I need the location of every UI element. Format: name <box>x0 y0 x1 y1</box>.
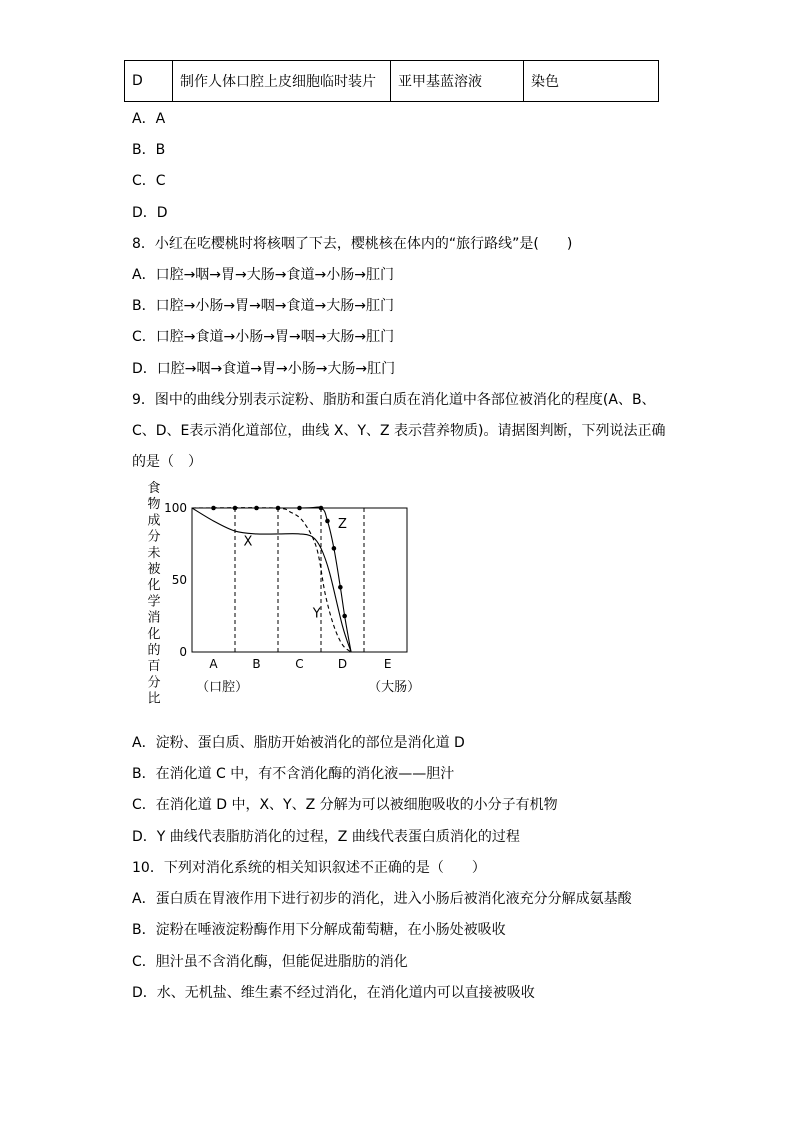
q8-stem: 8．小红在吃樱桃时将核咽了下去，樱桃核在体内的“旅行路线”是( ) <box>132 236 573 252</box>
q10-stem: 10．下列对消化系统的相关知识叙述不正确的是（ ） <box>132 860 486 876</box>
y-label-char: 的 <box>147 643 161 658</box>
table-cell: 制作人体口腔上皮细胞临时装片 <box>173 61 391 102</box>
q8-option-d[interactable]: D．口腔→咽→食道→胃→小肠→大肠→肛门 <box>132 361 396 377</box>
y-label-char: 成 <box>147 513 161 529</box>
y-label-char: 食 <box>147 481 161 496</box>
x-category-label: B <box>252 657 261 671</box>
series-z-marker <box>332 546 337 551</box>
q10-option-b[interactable]: B．淀粉在唾液淀粉酶作用下分解成葡萄糖，在小肠处被吸收 <box>132 922 506 938</box>
y-tick-label: 100 <box>164 501 187 515</box>
q10-option-c[interactable]: C．胆汁虽不含消化酶，但能促进脂肪的消化 <box>132 954 408 970</box>
series-z-marker <box>233 506 238 511</box>
x-categories <box>196 657 420 695</box>
series-y-line <box>192 508 351 652</box>
series-labels <box>243 517 347 621</box>
x-category-label: D <box>337 657 348 671</box>
series-z-marker <box>297 506 302 511</box>
q8-option-b[interactable]: B．口腔→小肠→胃→咽→食道→大肠→肛门 <box>132 298 394 314</box>
q7-option-c[interactable]: C．C <box>132 173 166 189</box>
series-z-marker <box>342 614 347 619</box>
q9-stem-line-3: 的是（ ） <box>132 454 202 470</box>
y-tick-label: 50 <box>171 573 187 587</box>
series-lines <box>192 507 351 652</box>
q9-option-a[interactable]: A．淀粉、蛋白质、脂肪开始被消化的部位是消化道 D <box>132 735 465 751</box>
series-label: Z <box>338 517 347 533</box>
q8-option-a[interactable]: A．口腔→咽→胃→大肠→食道→小肠→肛门 <box>132 267 394 283</box>
y-ticks <box>164 501 187 659</box>
series-z-marker <box>254 506 259 511</box>
series-z-marker <box>276 506 281 511</box>
q10-option-d[interactable]: D．水、无机盐、维生素不经过消化，在消化道内可以直接被吸收 <box>132 985 535 1001</box>
table-cell: D <box>125 61 173 102</box>
table-cell: 染色 <box>524 61 659 102</box>
x-sublabel-large-intestine: （大肠） <box>368 680 421 695</box>
q9-option-b[interactable]: B．在消化道 C 中，有不含消化酶的消化液——胆汁 <box>132 766 455 782</box>
y-label-char: 百 <box>147 659 161 675</box>
series-x-line <box>192 508 351 652</box>
q9-option-c[interactable]: C．在消化道 D 中，X、Y、Z 分解为可以被细胞吸收的小分子有机物 <box>132 797 558 813</box>
y-label-char: 分 <box>147 529 161 545</box>
series-label: Y <box>312 606 321 622</box>
x-sublabel-mouth: （口腔） <box>196 680 249 695</box>
digestion-chart <box>140 478 430 718</box>
q9-option-d[interactable]: D．Y 曲线代表脂肪消化的过程，Z 曲线代表蛋白质消化的过程 <box>132 829 520 845</box>
y-label-char: 未 <box>147 545 161 561</box>
experiment-table <box>124 60 659 102</box>
q8-option-c[interactable]: C．口腔→食道→小肠→胃→咽→大肠→肛门 <box>132 329 395 345</box>
series-z-line <box>192 507 351 652</box>
x-category-label: E <box>383 657 392 671</box>
y-label-char: 被 <box>147 562 161 577</box>
series-label: X <box>243 534 253 550</box>
y-label-char: 化 <box>147 578 161 594</box>
series-z-marker <box>338 585 343 590</box>
y-label-char: 分 <box>147 675 161 691</box>
series-z-marker <box>319 506 324 511</box>
x-category-label: A <box>209 657 218 671</box>
y-tick-label: 0 <box>179 645 187 659</box>
q10-option-a[interactable]: A．蛋白质在胃液作用下进行初步的消化，进入小肠后被消化液充分分解成氨基酸 <box>132 891 632 907</box>
series-z-marker <box>211 506 216 511</box>
x-category-label: C <box>295 657 304 671</box>
q7-option-a[interactable]: A．A <box>132 111 166 127</box>
q9-stem-line-1: 9．图中的曲线分别表示淀粉、脂肪和蛋白质在消化道中各部位被消化的程度(A、B、 <box>132 392 656 408</box>
y-label-char: 比 <box>147 691 161 707</box>
q7-option-d[interactable]: D．D <box>132 205 168 221</box>
y-label-char: 物 <box>147 497 161 513</box>
y-label-char: 消 <box>147 610 161 626</box>
table-cell: 亚甲基蓝溶液 <box>391 61 524 102</box>
table-row <box>125 61 659 102</box>
y-label-char: 化 <box>147 626 161 642</box>
y-axis-label <box>147 481 160 707</box>
q7-option-b[interactable]: B．B <box>132 142 166 158</box>
series-z-marker <box>325 519 330 524</box>
plot-frame <box>192 508 407 652</box>
q9-stem-line-2: C、D、E表示消化道部位，曲线 X、Y、Z 表示营养物质)。请据图判断，下列说法正确 <box>132 423 666 439</box>
y-label-char: 学 <box>147 594 161 610</box>
